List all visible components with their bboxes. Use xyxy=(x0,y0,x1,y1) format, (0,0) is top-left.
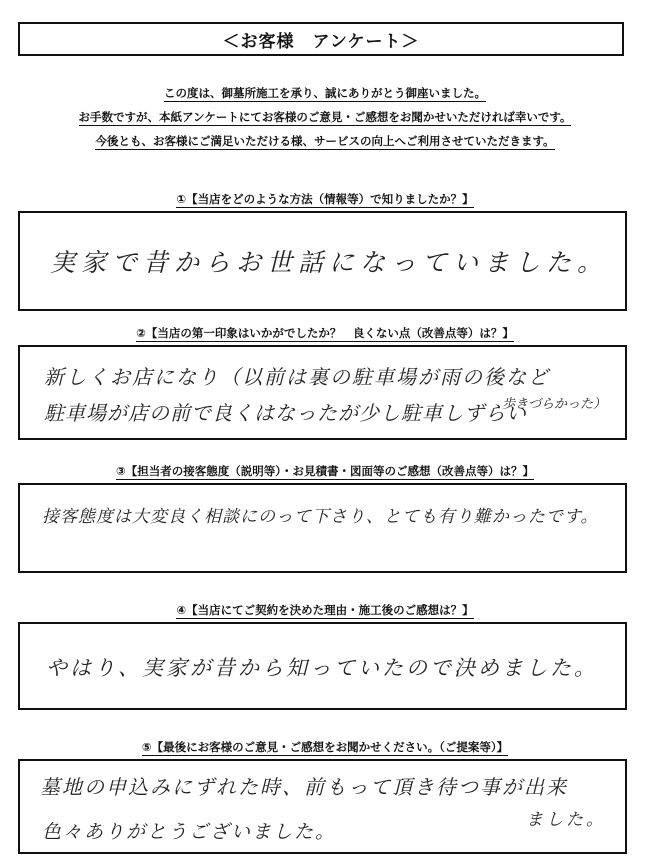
intro-line-1: この度は、御墓所施工を承り、誠にありがとう御座いました。 xyxy=(164,86,486,100)
answer-4-line-1: やはり、実家が昔から知っていたので決めました。 xyxy=(46,656,598,680)
question-2-label: ②【当店の第一印象はいかがでしたか？ 良くない点（改善点等）は？】 xyxy=(136,326,514,340)
answer-box-4 xyxy=(18,622,627,710)
survey-title: ＜お客様 アンケート＞ xyxy=(18,22,624,56)
answer-2-line-3: 歩きづらかった） xyxy=(502,397,607,412)
answer-box-1 xyxy=(18,211,627,311)
intro-line-2: お手数ですが、本紙アンケートにてお客様のご意見・ご感想をお聞かせいただければ幸いです。 xyxy=(78,110,572,124)
question-1-label: ①【当店をどのような方法（情報等）で知りましたか？】 xyxy=(176,192,474,206)
answer-box-5 xyxy=(18,759,627,854)
answer-5-line-3: 色々ありがとうございました。 xyxy=(42,821,337,843)
answer-box-2 xyxy=(18,345,627,440)
answer-2-line-1: 新しくお店になり（以前は裏の駐車場が雨の後など xyxy=(44,365,550,389)
answer-box-3 xyxy=(18,483,627,573)
question-3-label: ③【担当者の接客態度（説明等）・お見積書・図面等のご感想（改善点等）は？】 xyxy=(116,464,534,478)
answer-5-line-1: 墓地の申込みにずれた時、前もって頂き待つ事が出来 xyxy=(40,775,568,799)
answer-2-line-2: 駐車場が店の前で良くはなったが少し駐車しずらい xyxy=(44,401,527,425)
answer-5-line-2: ました。 xyxy=(526,810,606,830)
answer-1-line-1: 実家で昔からお世話になっていました。 xyxy=(50,248,609,277)
answer-3-line-1: 接客態度は大変良く相談にのって下さり、とても有り難かったです。 xyxy=(42,507,599,527)
question-4-label: ④【当店にてご契約を決めた理由・施工後のご感想は？】 xyxy=(176,603,474,617)
intro-line-3: 今後とも、お客様にご満足いただける様、サービスの向上へご利用させていただきます。 xyxy=(95,134,555,148)
question-5-label: ⑤【最後にお客様のご意見・ご感想をお聞かせください。（ご提案等）】 xyxy=(141,740,509,754)
